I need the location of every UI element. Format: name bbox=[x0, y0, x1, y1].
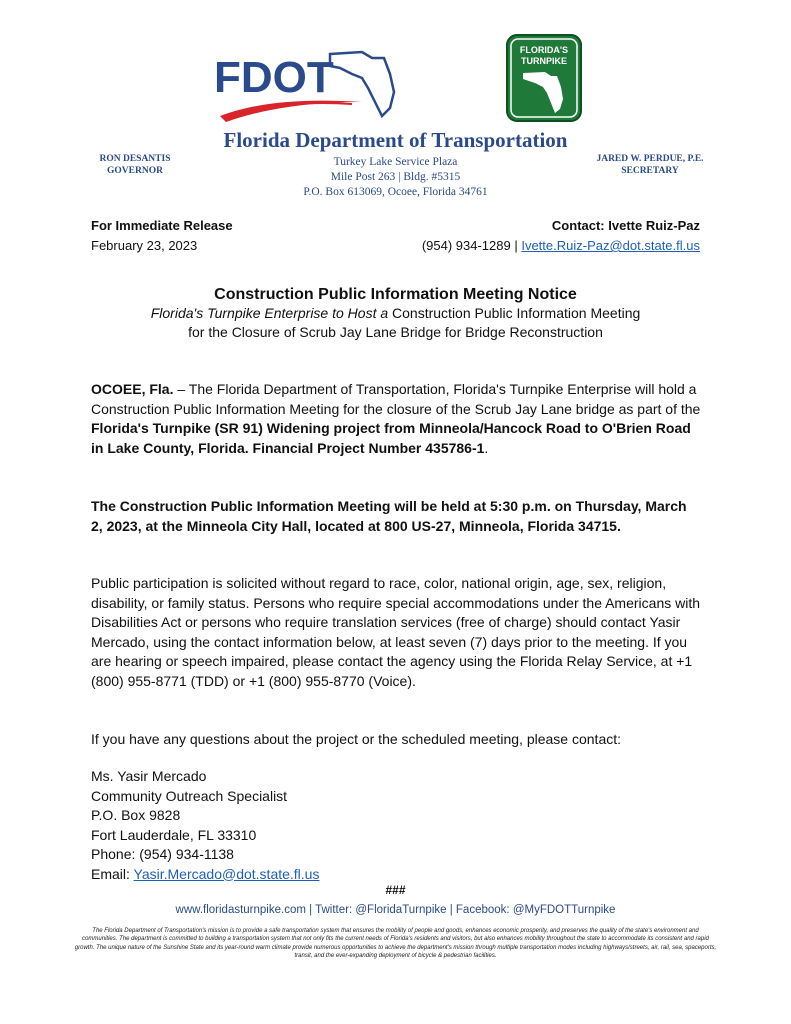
contact-line bbox=[422, 236, 700, 256]
governor-name: RON DESANTIS bbox=[99, 154, 171, 164]
address-line-2: Mile Post 263 | Bldg. #5315 bbox=[330, 171, 461, 183]
contact-email-line bbox=[91, 865, 319, 885]
contact-city: Fort Lauderdale, FL 33310 bbox=[91, 826, 257, 843]
end-marker: ### bbox=[385, 883, 406, 897]
fdot-logo-text: FDOT bbox=[214, 53, 334, 102]
website-link[interactable]: www.floridasturnpike.com bbox=[175, 904, 306, 916]
contact-email-link[interactable]: Yasir.Mercado@dot.state.fl.us bbox=[133, 865, 320, 882]
secretary-block bbox=[575, 153, 725, 177]
contact-phone: Phone: (954) 934-1138 bbox=[91, 846, 234, 862]
subtitle-italic: Florida's Turnpike Enterprise to Host a bbox=[150, 305, 389, 321]
notice-subtitle-2: for the Closure of Scrub Jay Lane Bridge for Bridge Reconstruction bbox=[188, 324, 603, 340]
paragraph-questions: If you have any questions about the project or the scheduled meeting, please contact: bbox=[91, 731, 622, 747]
social-links bbox=[0, 904, 791, 916]
twitter-link[interactable]: @FloridaTurnpike bbox=[355, 904, 447, 916]
florida-turnpike-logo bbox=[505, 33, 583, 123]
social-sep-2: | Facebook: bbox=[446, 904, 513, 916]
contact-title: Community Outreach Specialist bbox=[91, 787, 288, 804]
project-name: Florida's Turnpike (SR 91) Widening project from Minneola/Hancock Road to O'Brien Road in Lake County, Florida. Financial Project Number 435786-1 bbox=[91, 420, 691, 456]
intro-end: . bbox=[484, 439, 489, 456]
agency-name: Florida Department of Transportation bbox=[223, 128, 568, 152]
dateline: OCOEE, Fla. bbox=[91, 381, 174, 397]
release-date: February 23, 2023 bbox=[91, 238, 198, 253]
media-contact bbox=[422, 216, 700, 256]
contact-email-link[interactable]: Ivette.Ruiz-Paz@dot.state.fl.us bbox=[521, 238, 700, 253]
contact-po-box: P.O. Box 9828 bbox=[91, 807, 181, 823]
contact-email-label: Email: bbox=[91, 865, 134, 882]
notice-title-block bbox=[0, 285, 791, 342]
paragraph-meeting-details: The Construction Public Information Meeting will be held at 5:30 p.m. on Thursday, March 2, 2023, at the Minneola City Hall, located at 800 US-27, Minneola, Florida 34715. bbox=[91, 498, 687, 534]
release-label: For Immediate Release bbox=[91, 218, 233, 233]
governor-block bbox=[80, 153, 190, 177]
secretary-title: SECRETARY bbox=[621, 166, 679, 176]
intro-text: – The Florida Department of Transportation, Florida's Turnpike Enterprise will hold a Construction Public Information Meeting for the closure of the Scrub Jay Lane bridge as part of the bbox=[91, 381, 701, 417]
contact-label: Contact: Ivette Ruiz-Paz bbox=[551, 218, 700, 233]
contact-phone: (954) 934-1289 | bbox=[421, 238, 522, 253]
svg-text:TURNPIKE: TURNPIKE bbox=[520, 56, 568, 66]
subtitle-rest: Construction Public Information Meeting bbox=[388, 305, 641, 321]
mission-statement: The Florida Department of Transportation's mission is to provide a safe transportation system that ensures the mobility of people and goods, enhances economic prosperity, and preserves the quality of the state's environment and communities. The department is committed to building a transportation system that not only fits the current needs of Florida's residents and visitors, but also enhances mobility throughout the state to accommodate its consistent and rapid growth. The unique nature of the Sunshine State and its year-round warm climate provide numerous opportunities to achieve the department's mission through multiple transportation modes including highways/streets, air, rail, sea, spaceports, transit, and the ever-expanding deployment of bicycle & pedestrian facilities. bbox=[74, 928, 717, 959]
notice-title: Construction Public Information Meeting Notice bbox=[214, 286, 577, 303]
fdot-logo bbox=[212, 44, 397, 122]
paragraph-participation: Public participation is solicited without regard to race, color, national origin, age, sex, religion, disability, or family status. Persons who require special accommodations under the Americans with Disabilities Act or persons who require translation services (free of charge) should contact Yasir Mercado, using the contact information below, at least seven (7) days prior to the meeting. If you are hearing or speech impaired, please contact the agency using the Florida Relay Service, at +1 (800) 955-8771 (TDD) or +1 (800) 955-8770 (Voice). bbox=[91, 575, 701, 689]
facebook-link[interactable]: @MyFDOTTurnpike bbox=[512, 904, 616, 916]
contact-name: Ms. Yasir Mercado bbox=[91, 768, 207, 784]
social-sep-1: | Twitter: bbox=[305, 904, 356, 916]
release-info bbox=[91, 216, 233, 256]
secretary-name: JARED W. PERDUE, P.E. bbox=[596, 154, 704, 164]
notice-subtitle-1 bbox=[0, 304, 791, 323]
paragraph-intro bbox=[91, 380, 701, 458]
contact-block bbox=[91, 767, 319, 884]
address-line-3: P.O. Box 613069, Ocoee, Florida 34761 bbox=[303, 186, 488, 198]
address-line-1: Turkey Lake Service Plaza bbox=[333, 156, 458, 168]
governor-title: GOVERNOR bbox=[107, 166, 163, 176]
svg-text:FLORIDA'S: FLORIDA'S bbox=[519, 45, 569, 55]
